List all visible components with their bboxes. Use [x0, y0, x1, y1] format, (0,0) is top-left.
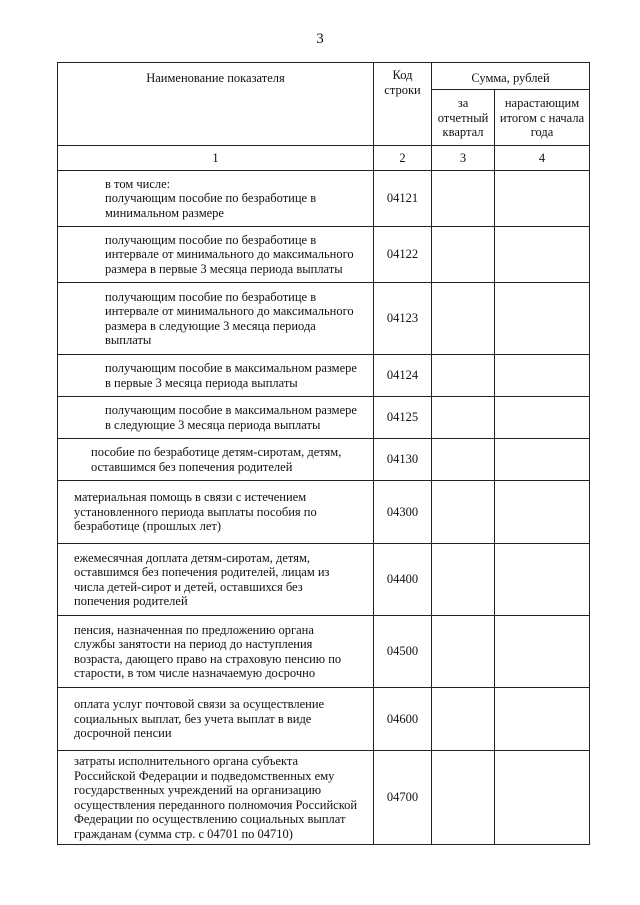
header-period-line: квартал: [442, 125, 484, 139]
amount-cumulative-cell: [495, 283, 590, 355]
indicator-name: [58, 355, 374, 397]
indicator-name: [58, 397, 374, 439]
indicator-name: [58, 688, 374, 751]
header-indicator-name: Наименование показателя: [58, 63, 374, 146]
line-code: 04700: [374, 751, 432, 845]
indicator-name: [58, 227, 374, 283]
line-code: 04300: [374, 481, 432, 544]
header-period-line: отчетный: [437, 110, 489, 125]
indicator-line: в следующие 3 месяца периода выплаты: [105, 417, 321, 432]
indicator-line: получающим пособие в максимальном размере: [105, 361, 357, 375]
amount-cumulative-cell: [495, 439, 590, 481]
header-cumulative: [495, 90, 590, 146]
indicator-line: затраты исполнительного органа субъекта: [74, 754, 299, 768]
line-code: 04122: [374, 227, 432, 283]
indicator-line: службы занятости на период до наступления: [74, 637, 313, 651]
indicator-line: получающим пособие по безработице в: [105, 289, 317, 304]
indicator-name: [58, 439, 374, 481]
page-number: 3: [316, 31, 324, 47]
amount-cumulative-cell: [495, 751, 590, 845]
indicator-line: оставшимся без попечения родителей, лицам из: [74, 565, 330, 579]
indicator-line: ежемесячная доплата детям-сиротам, детям,: [74, 550, 310, 565]
amount-cumulative-cell: [495, 397, 590, 439]
amount-period-cell: [432, 397, 495, 439]
indicator-line: интервале от минимального до максимального: [105, 247, 354, 262]
amount-period-cell: [432, 688, 495, 751]
line-code: 04130: [374, 439, 432, 481]
indicator-line: в первые 3 месяца периода выплаты: [105, 375, 298, 390]
indicator-name: [58, 616, 374, 688]
amount-cumulative-cell: [495, 544, 590, 616]
amount-period-cell: [432, 544, 495, 616]
table-row: [58, 283, 590, 355]
amount-cumulative-cell: [495, 616, 590, 688]
column-number: 4: [495, 146, 590, 171]
line-code: 04600: [374, 688, 432, 751]
line-code: 04500: [374, 616, 432, 688]
table-row: [58, 544, 590, 616]
table-row: [58, 227, 590, 283]
header-period: [432, 90, 495, 146]
table-row: [58, 355, 590, 397]
indicator-name: [58, 283, 374, 355]
header-sum: Сумма, рублей: [432, 63, 590, 90]
indicator-name: [58, 751, 374, 845]
amount-period-cell: [432, 481, 495, 544]
indicator-line: установленного периода выплаты пособия по: [74, 504, 317, 519]
header-cumulative-line: итогом с начала: [499, 110, 585, 125]
indicator-line: в том числе:: [105, 176, 171, 191]
amount-period-cell: [432, 227, 495, 283]
header-period-line: за: [457, 96, 469, 110]
indicator-line: безработице (прошлых лет): [74, 519, 221, 534]
indicator-line: социальных выплат, без учета выплат в виде: [74, 711, 312, 726]
header-cumulative-line: нарастающим: [504, 96, 580, 110]
line-code: 04121: [374, 171, 432, 227]
header-row: [58, 63, 590, 90]
amount-period-cell: [432, 616, 495, 688]
indicator-line: получающим пособие по безработице в: [105, 232, 317, 247]
column-number-row: [58, 146, 590, 171]
column-number: 3: [432, 146, 495, 171]
table-row: [58, 616, 590, 688]
indicator-line: возраста, дающего право на страховую пенсию по: [74, 651, 342, 666]
indicator-line: Федерации по осуществлению социальных выплат: [74, 812, 346, 826]
report-table: [57, 62, 590, 845]
table-row: [58, 397, 590, 439]
indicator-line: старости, в том числе назначаемую досрочно: [74, 666, 316, 680]
indicator-line: оплата услуг почтовой связи за осуществление: [74, 697, 325, 712]
column-number: 1: [58, 146, 374, 171]
indicator-line: попечения родителей: [74, 594, 188, 608]
amount-period-cell: [432, 171, 495, 227]
table-row: [58, 688, 590, 751]
indicator-name: [58, 544, 374, 616]
indicator-line: Российской Федерации и подведомственных ему: [74, 768, 335, 783]
table-row: [58, 751, 590, 845]
indicator-line: пенсия, назначенная по предложению органа: [74, 622, 314, 637]
indicator-line: осуществления переданного полномочия Российской: [74, 797, 358, 812]
table-row: [58, 171, 590, 227]
indicator-name: [58, 171, 374, 227]
header-code-line1: Код: [392, 68, 413, 82]
column-number: 2: [374, 146, 432, 171]
amount-period-cell: [432, 283, 495, 355]
amount-cumulative-cell: [495, 171, 590, 227]
indicator-line: пособие по безработице детям-сиротам, детям,: [91, 445, 342, 459]
indicator-line: материальная помощь в связи с истечением: [74, 490, 307, 505]
amount-cumulative-cell: [495, 355, 590, 397]
amount-period-cell: [432, 751, 495, 845]
amount-cumulative-cell: [495, 688, 590, 751]
amount-cumulative-cell: [495, 227, 590, 283]
amount-period-cell: [432, 439, 495, 481]
indicator-line: интервале от минимального до максимального: [105, 304, 354, 318]
indicator-line: оставшимся без попечения родителей: [91, 459, 293, 474]
line-code: 04124: [374, 355, 432, 397]
line-code: 04123: [374, 283, 432, 355]
table-row: [58, 481, 590, 544]
indicator-line: гражданам (сумма стр. с 04701 по 04710): [74, 826, 293, 841]
indicator-name: [58, 481, 374, 544]
amount-cumulative-cell: [495, 481, 590, 544]
header-cumulative-line: года: [530, 125, 554, 139]
indicator-line: минимальном размере: [105, 205, 224, 220]
indicator-line: досрочной пенсии: [74, 726, 172, 741]
indicator-line: выплаты: [105, 333, 152, 347]
indicator-line: получающим пособие по безработице в: [105, 191, 317, 206]
indicator-line: получающим пособие в максимальном размере: [105, 403, 357, 417]
indicator-line: числа детей-сирот и детей, оставшихся без: [74, 579, 303, 594]
table-row: [58, 439, 590, 481]
header-code-line2: строки: [384, 82, 421, 97]
line-code: 04125: [374, 397, 432, 439]
line-code: 04400: [374, 544, 432, 616]
indicator-line: размера в следующие 3 месяца периода: [105, 318, 316, 333]
amount-period-cell: [432, 355, 495, 397]
indicator-line: государственных учреждений на организацию: [74, 783, 322, 797]
header-line-code: [374, 63, 432, 146]
indicator-line: размера в первые 3 месяца периода выплаты: [105, 261, 343, 276]
